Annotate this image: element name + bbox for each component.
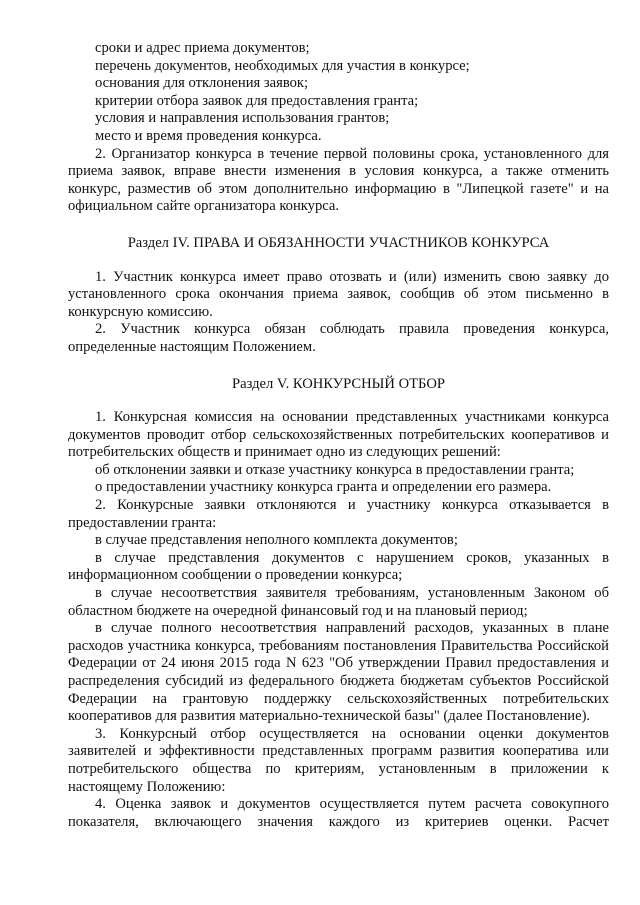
intro-item-5: условия и направления использования грантов; [95,110,390,127]
intro-item-3: основания для отклонения заявок; [95,75,309,92]
section-4-heading: Раздел IV. ПРАВА И ОБЯЗАННОСТИ УЧАСТНИКОВ КОНКУРСА [127,234,550,251]
intro-item-2: перечень документов, необходимых для участия в конкурсе; [95,57,470,74]
section-4-paragraph-1: 1. Участник конкурса имеет право отозвать и (или) изменить свою заявку до установленного срока окончания приема заявок, сообщив об этом письменно в конкурсную комиссию. [68,268,609,320]
intro-item-6: место и время проведения конкурса. [95,127,322,144]
section-5-paragraph-2: 2. Конкурсные заявки отклоняются и участнику конкурса отказывается в предоставлении гранта: [68,497,609,531]
section-5-paragraph-1: 1. Конкурсная комиссия на основании представленных участниками конкурса документов проводит отбор сельскохозяйственных потребительских кооперативов и потребительских обществ и принимает одно из следующих решений: [68,409,609,461]
section-5-paragraph-2-item-b: в случае представления документов с нарушением сроков, указанных в информационном сообщении о проведении конкурса; [68,549,609,584]
section-4-paragraph-2: 2. Участник конкурса обязан соблюдать правила проведения конкурса, определенные настоящим Положением. [68,321,609,355]
section-5-paragraph-4: 4. Оценка заявок и документов осуществляется путем расчета совокупного показателя, включающего значения каждого из критериев оценки. Расчет [68,796,609,830]
document-page [68,40,609,831]
intro-paragraph-2: 2. Организатор конкурса в течение первой половины срока, установленного для приема заявок, вправе внести изменения в условия конкурса, а также отменить конкурс, разместив об этом дополнительно информацию в "Липецкой газете" и на официальном сайте организатора конкурса. [68,145,609,215]
section-5-paragraph-2-item-c: в случае несоответствия заявителя требованиям, установленным Законом об областном бюджете на очередной финансовый год и на плановый период; [68,585,609,619]
intro-item-1: сроки и адрес приема документов; [95,40,310,56]
section-5-paragraph-2-item-a: в случае представления неполного комплекта документов; [95,532,458,549]
intro-item-4: критерии отбора заявок для предоставления гранта; [95,92,419,109]
section-5-heading: Раздел V. КОНКУРСНЫЙ ОТБОР [232,375,445,392]
section-5-paragraph-1-item-a: об отклонении заявки и отказе участнику конкурса в предоставлении гранта; [95,461,575,478]
section-5-paragraph-2-item-d: в случае полного несоответствия направлений расходов, указанных в плане расходов участника конкурса, требованиям постановления Правительства Российской Федерации от 24 июня 2015 года N 623 "Об утверждении Правил предоставления и распределения субсидий из федерального бюджета бюджетам субъектов Российской Федерации на грантовую поддержку сельскохозяйственных потребительских кооперативов для развития материально-технической базы" (далее Постановление). [68,620,609,725]
section-5-paragraph-1-item-b: о предоставлении участнику конкурса гранта и определении его размера. [95,479,552,496]
section-5-paragraph-3: 3. Конкурсный отбор осуществляется на основании оценки документов заявителей и эффективности представленных программ развития кооператива или потребительского общества по критериям, установленным в приложении к настоящему Положению: [68,725,609,795]
